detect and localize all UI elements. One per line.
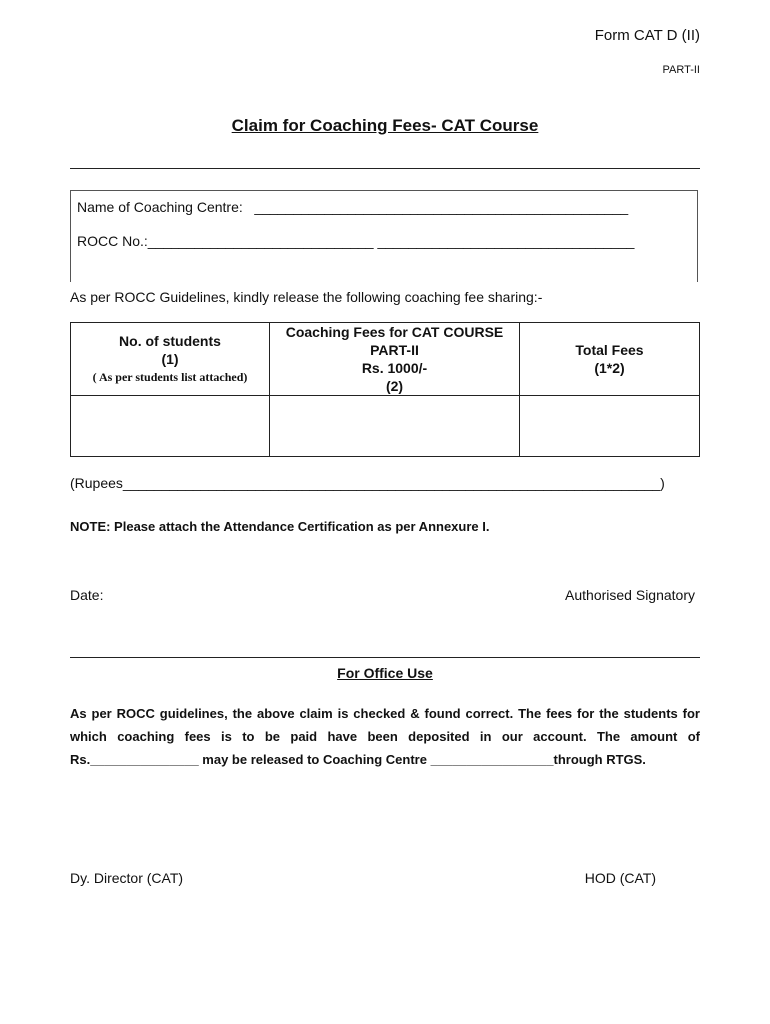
- coaching-centre-field[interactable]: Name of Coaching Centre: ________________________________________________: [77, 199, 629, 215]
- authorised-signatory-label: Authorised Signatory: [565, 587, 695, 603]
- part-code: PART-II: [662, 64, 700, 76]
- rocc-number-field[interactable]: ROCC No.:_____________________________ _________________________________: [77, 233, 635, 249]
- table-header-row: [71, 323, 700, 396]
- form-title: Claim for Coaching Fees- CAT Course: [231, 116, 539, 135]
- form-code: Form CAT D (II): [594, 27, 700, 44]
- header-coaching-fees: Coaching Fees for CAT COURSE PART-II Rs. 1000/- (2): [270, 323, 520, 396]
- header-no-of-students: No. of students (1) ( As per students list attached): [71, 323, 270, 396]
- coaching-info-box: [70, 190, 698, 282]
- office-use-title: For Office Use: [337, 665, 433, 681]
- table-row: [71, 396, 700, 457]
- cell-no-of-students[interactable]: [71, 396, 270, 457]
- note-text: NOTE: Please attach the Attendance Certification as per Annexure I.: [70, 519, 490, 534]
- fees-table: [70, 322, 700, 457]
- guidelines-text: As per ROCC Guidelines, kindly release the following coaching fee sharing:-: [70, 289, 543, 305]
- header-total-fees: Total Fees (1*2): [520, 323, 700, 396]
- rupees-field[interactable]: (Rupees_____________________________________________________________________): [70, 475, 665, 491]
- cell-total-fees[interactable]: [520, 396, 700, 457]
- title-divider: [70, 168, 700, 169]
- office-divider: [70, 657, 700, 658]
- cell-coaching-fees[interactable]: [270, 396, 520, 457]
- office-use-text: As per ROCC guidelines, the above claim is checked & found correct. The fees for the students for which coaching fees is to be paid have been deposited in our account. The amount of Rs._______________ may be released to Coaching Centre _________________through RTGS.: [70, 706, 700, 767]
- date-label: Date:: [70, 587, 104, 603]
- hod-label: HOD (CAT): [584, 870, 656, 886]
- dy-director-label: Dy. Director (CAT): [70, 870, 184, 886]
